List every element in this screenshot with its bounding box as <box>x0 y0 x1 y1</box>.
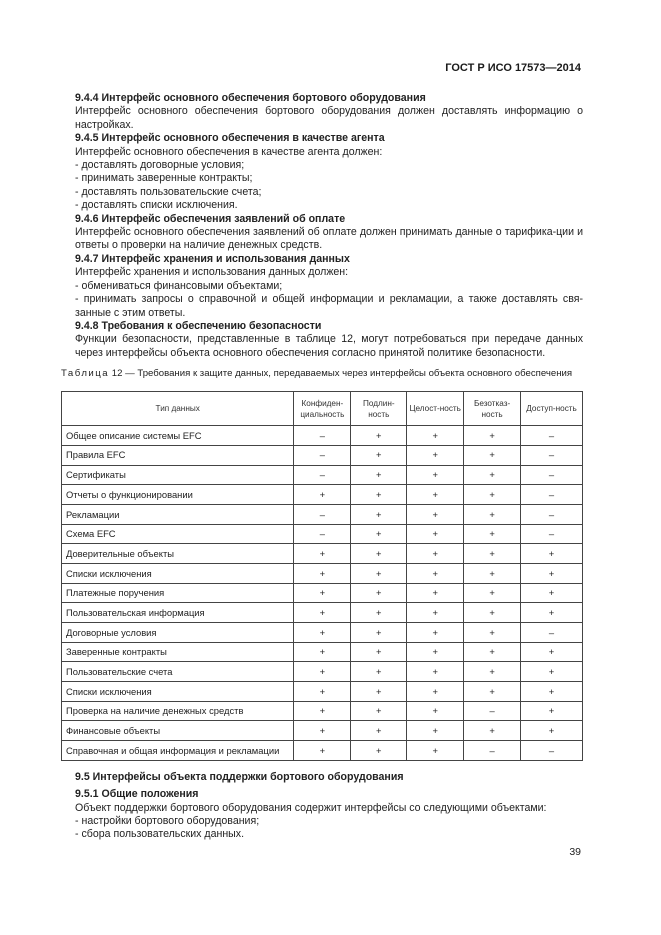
table-cell-mark: + <box>464 682 521 702</box>
table-cell-mark: + <box>521 682 583 702</box>
table-row <box>62 445 583 465</box>
table-cell-data-type: Платежные поручения <box>62 583 294 603</box>
paragraph: Интерфейс основного обеспечения бортового оборудования должен доставлять информацию о настройках. <box>75 105 583 131</box>
list-item: - принимать запросы о справочной и общей информации и рекламации, а также доставлять свя-занные с этим ответы. <box>75 293 583 319</box>
heading-9-4-7: 9.4.7 Интерфейс хранения и использования данных <box>75 252 350 265</box>
table-row <box>62 544 583 564</box>
heading-9-4-6: 9.4.6 Интерфейс обеспечения заявлений об оплате <box>75 212 346 225</box>
table-cell-mark: – <box>294 426 351 446</box>
table-cell-mark: – <box>294 465 351 485</box>
table-cell-mark: + <box>407 465 464 485</box>
document-header-id: ГОСТ Р ИСО 17573—2014 <box>445 62 581 74</box>
table-cell-data-type: Схема EFC <box>62 524 294 544</box>
table-row <box>62 504 583 524</box>
heading-9-5-1: 9.5.1 Общие положения <box>75 788 199 801</box>
table-cell-mark: + <box>351 721 407 741</box>
list-item: - обмениваться финансовыми объектами; <box>75 279 283 292</box>
table-cell-mark: + <box>407 544 464 564</box>
table-cell-mark: – <box>521 623 583 643</box>
table-cell-mark: + <box>464 623 521 643</box>
table-cell-mark: + <box>407 741 464 761</box>
table-cell-mark: + <box>407 642 464 662</box>
table-cell-mark: + <box>521 544 583 564</box>
table-cell-mark: + <box>464 426 521 446</box>
table-cell-mark: + <box>407 524 464 544</box>
table-row <box>62 721 583 741</box>
paragraph-line: Объект поддержки бортового оборудования содержит интерфейсы со следующими объектами: <box>75 801 547 814</box>
table-cell-mark: + <box>464 504 521 524</box>
table-row <box>62 524 583 544</box>
table-cell-mark: + <box>521 603 583 623</box>
table-cell-mark: + <box>351 682 407 702</box>
table-cell-mark: – <box>521 485 583 505</box>
table-cell-mark: + <box>407 504 464 524</box>
table-row <box>62 603 583 623</box>
table-cell-mark: – <box>521 504 583 524</box>
heading-9-4-4: 9.4.4 Интерфейс основного обеспечения бортового оборудования <box>75 92 426 104</box>
heading-9-4-8: 9.4.8 Требования к обеспечению безопасности <box>75 319 322 332</box>
table-cell-mark: + <box>521 583 583 603</box>
table-cell-mark: + <box>407 682 464 702</box>
list-item: - доставлять договорные условия; <box>75 159 245 172</box>
table-cell-mark: + <box>521 721 583 741</box>
table-cell-mark: – <box>521 426 583 446</box>
list-item: - настройки бортового оборудования; <box>75 815 260 828</box>
paragraph: Функции безопасности, представленные в таблице 12, могут потребоваться при передаче данных через интерфейсы объекта основного обеспечения согласно принятой политике безопасности. <box>75 333 583 359</box>
table-cell-data-type: Рекламации <box>62 504 294 524</box>
security-requirements-table <box>61 391 583 761</box>
table-cell-mark: + <box>464 544 521 564</box>
table-cell-mark: + <box>407 426 464 446</box>
table-cell-mark: + <box>351 485 407 505</box>
table-row <box>62 701 583 721</box>
table-cell-mark: + <box>407 603 464 623</box>
table-row <box>62 662 583 682</box>
table-cell-mark: + <box>351 544 407 564</box>
table-cell-mark: + <box>351 524 407 544</box>
table-cell-mark: + <box>294 623 351 643</box>
paragraph-line: Интерфейс хранения и использования данных должен: <box>75 266 349 279</box>
table-cell-mark: + <box>294 642 351 662</box>
table-cell-mark: + <box>351 603 407 623</box>
heading-9-5: 9.5 Интерфейсы объекта поддержки бортового оборудования <box>75 770 404 783</box>
paragraph-line: Интерфейс основного обеспечения в качестве агента должен: <box>75 145 383 158</box>
table-row <box>62 583 583 603</box>
list-item: - доставлять пользовательские счета; <box>75 185 262 198</box>
table-cell-mark: + <box>464 445 521 465</box>
table-cell-mark: + <box>464 485 521 505</box>
table-cell-mark: – <box>464 701 521 721</box>
table-row <box>62 741 583 761</box>
table-cell-mark: + <box>351 623 407 643</box>
table-row <box>62 623 583 643</box>
table-row <box>62 426 583 446</box>
table-cell-mark: + <box>294 741 351 761</box>
table-cell-mark: + <box>294 563 351 583</box>
table-cell-mark: + <box>351 642 407 662</box>
table-cell-mark: + <box>464 583 521 603</box>
table-cell-mark: + <box>521 701 583 721</box>
table-cell-mark: + <box>521 563 583 583</box>
table-cell-mark: + <box>464 563 521 583</box>
table-cell-mark: + <box>351 504 407 524</box>
table-cell-mark: + <box>464 642 521 662</box>
table-cell-mark: + <box>464 465 521 485</box>
table-cell-data-type: Списки исключения <box>62 682 294 702</box>
col-header-integrity: Целост-ность <box>407 392 464 426</box>
page-content <box>61 92 583 842</box>
table-cell-mark: + <box>464 524 521 544</box>
table-cell-mark: + <box>294 583 351 603</box>
table-cell-data-type: Доверительные объекты <box>62 544 294 564</box>
table-cell-mark: + <box>407 623 464 643</box>
table-cell-data-type: Пользовательские счета <box>62 662 294 682</box>
table-cell-data-type: Финансовые объекты <box>62 721 294 741</box>
table-cell-data-type: Сертификаты <box>62 465 294 485</box>
table-caption-prefix: Таблица <box>61 368 110 380</box>
table-cell-mark: – <box>521 524 583 544</box>
table-cell-mark: + <box>407 485 464 505</box>
table-row <box>62 642 583 662</box>
table-cell-data-type: Проверка на наличие денежных средств <box>62 701 294 721</box>
table-cell-data-type: Отчеты о функционировании <box>62 485 294 505</box>
col-header-data-type: Тип данных <box>62 392 294 426</box>
table-cell-mark: + <box>407 445 464 465</box>
table-row <box>62 485 583 505</box>
table-cell-data-type: Пользовательская информация <box>62 603 294 623</box>
table-cell-mark: + <box>351 465 407 485</box>
table-cell-mark: + <box>294 721 351 741</box>
table-cell-mark: + <box>521 662 583 682</box>
table-cell-mark: + <box>294 544 351 564</box>
table-cell-mark: + <box>351 741 407 761</box>
table-cell-data-type: Заверенные контракты <box>62 642 294 662</box>
paragraph: Интерфейс основного обеспечения заявлений об оплате должен принимать данные о тарифика-ции и ответы о проверки на наличие денежных средств. <box>75 226 583 252</box>
table-body <box>62 426 583 761</box>
table-cell-mark: + <box>521 642 583 662</box>
table-cell-mark: + <box>407 583 464 603</box>
table-cell-data-type: Правила EFC <box>62 445 294 465</box>
table-row <box>62 563 583 583</box>
table-cell-mark: + <box>351 445 407 465</box>
table-row <box>62 465 583 485</box>
table-cell-mark: – <box>521 445 583 465</box>
table-cell-mark: + <box>294 701 351 721</box>
list-item: - доставлять списки исключения. <box>75 199 238 212</box>
table-cell-mark: + <box>407 721 464 741</box>
table-row <box>62 682 583 702</box>
table-cell-mark: + <box>351 662 407 682</box>
table-cell-mark: + <box>351 583 407 603</box>
table-caption-text: 12 — Требования к защите данных, передаваемых через интерфейсы объекта основного обеспечения <box>109 368 573 380</box>
table-cell-mark: + <box>407 701 464 721</box>
table-cell-mark: + <box>351 701 407 721</box>
table-cell-mark: – <box>294 504 351 524</box>
col-header-non-repudiation: Безотказ-ность <box>464 392 521 426</box>
table-cell-data-type: Договорные условия <box>62 623 294 643</box>
list-item: - принимать заверенные контракты; <box>75 172 253 185</box>
table-cell-data-type: Списки исключения <box>62 563 294 583</box>
table-cell-mark: + <box>464 603 521 623</box>
table-cell-mark: + <box>351 426 407 446</box>
col-header-availability: Доступ-ность <box>521 392 583 426</box>
heading-9-4-5: 9.4.5 Интерфейс основного обеспечения в качестве агента <box>75 132 385 145</box>
table-cell-mark: – <box>294 524 351 544</box>
table-header-row <box>62 392 583 426</box>
table-cell-mark: – <box>521 741 583 761</box>
table-cell-data-type: Справочная и общая информация и рекламации <box>62 741 294 761</box>
table-cell-mark: + <box>351 563 407 583</box>
table-cell-mark: + <box>464 721 521 741</box>
table-cell-mark: + <box>407 662 464 682</box>
table-cell-mark: + <box>294 485 351 505</box>
table-cell-mark: – <box>521 465 583 485</box>
table-cell-mark: – <box>464 741 521 761</box>
table-cell-mark: + <box>294 662 351 682</box>
table-cell-mark: + <box>294 682 351 702</box>
table-caption <box>61 368 583 380</box>
table-cell-mark: + <box>407 563 464 583</box>
col-header-confidentiality: Конфиден-циальность <box>294 392 351 426</box>
table-cell-mark: – <box>294 445 351 465</box>
table-cell-mark: + <box>464 662 521 682</box>
list-item: - сбора пользовательских данных. <box>75 828 245 841</box>
col-header-authenticity: Подлин-ность <box>351 392 407 426</box>
table-cell-mark: + <box>294 603 351 623</box>
page-number: 39 <box>569 846 581 858</box>
table-cell-data-type: Общее описание системы EFC <box>62 426 294 446</box>
